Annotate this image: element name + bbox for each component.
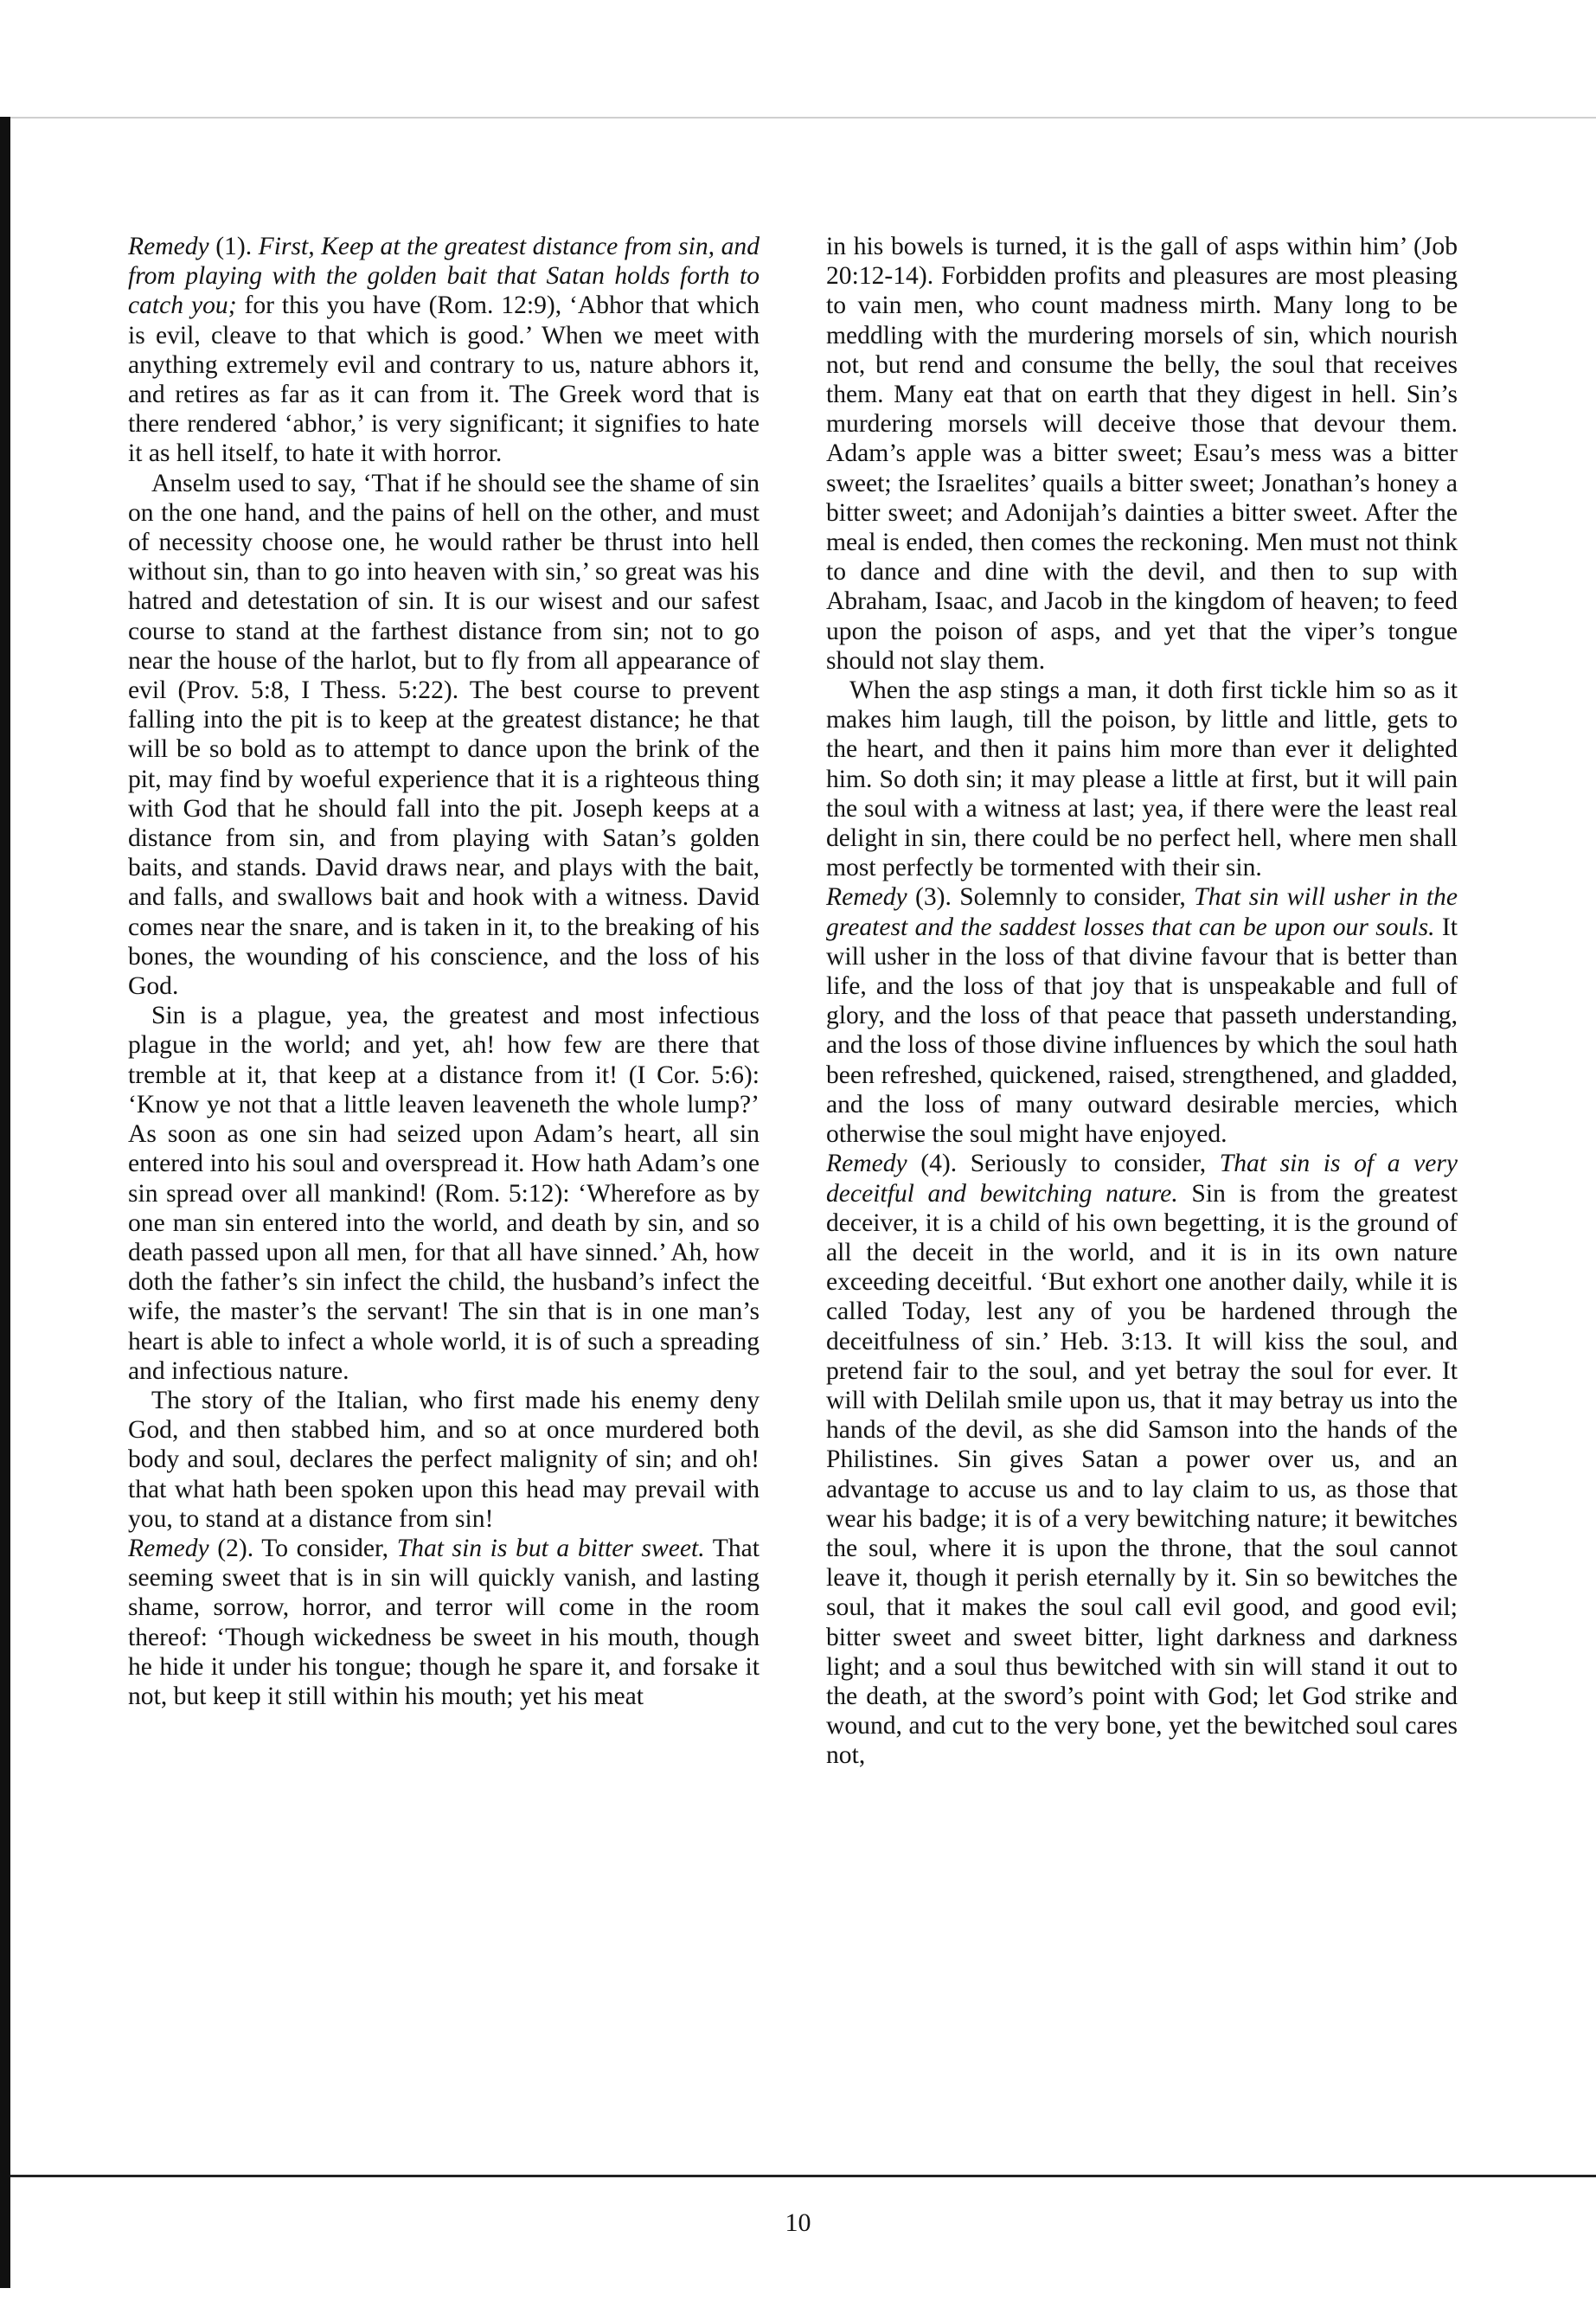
left-text-column [128,232,760,1711]
segment: The story of the Italian, who first made his enemy deny God, and then stabbed him, and so at once murdered both body and soul, declares the perfect malignity of sin; and oh! that what hath been spoken upon this head may prevail with you, to stand at a distance from sin! [128,1386,760,1533]
segment: It will usher in the loss of that divine favour that is better than life, and the loss of that joy that is unspeakable and full of glory, and the loss of that peace that passeth understanding, and the loss of those divine influences by which the soul hath been refreshed, quickened, raised, strengthened, and gladded, and the loss of many outward desirable mercies, which otherwise the soul might have enjoyed. [826,913,1458,1149]
segment: When the asp stings a man, it doth first tickle him so as it makes him laugh, till the poison, by little and little, gets to the heart, and then it pains him more than ever it delighted him. So doth sin; it may please a little at first, but it will pain the soul with a witness at last; yea, if there were the least real delight in sin, there could be no perfect hell, where men shall most perfectly be tormented with their sin. [826,676,1458,882]
segment: in his bowels is turned, it is the gall of asps within him’ (Job 20:12-14). Forbidden profits and pleasures are most pleasing to vain men, who count madness mirth. Many long to be meddling with the murdering morsels of sin, which nourish not, but rend and consume the belly, the soul that receives them. Many eat that on earth that they digest in hell. Sin’s murdering morsels will deceive those that devour them. Adam’s apple was a bitter sweet; Esau’s mess was a bitter sweet; the Israelites’ quails a bitter sweet; Jonathan’s honey a bitter sweet; and Adonijah’s dainties a bitter sweet. After the meal is ended, then comes the reckoning. Men must not think to dance and dine with the devil, and then to sup with Abraham, Isaac, and Jacob in the kingdom of heaven; to feed upon the poison of asps, and yet that the viper’s tongue should not slay them. [826,233,1458,675]
paragraph-sin-plague [128,1001,760,1386]
segment: Remedy [826,883,907,912]
segment: That sin will usher in the greatest and the saddest losses that can be upon our souls. [826,883,1458,941]
segment: (4). Seriously to consider, [907,1150,1220,1178]
segment: Sin is from the greatest deceiver, it is a child of his own begetting, it is the ground of all the deceit in the world, and it is in its own nature exceeding deceitful. ‘But exhort one another daily, while it is called Today, lest any of you be hardened through the deceitfulness of sin.’ Heb. 3:13. It will kiss the soul, and pretend fair to the soul, and yet betray the soul for ever. It will with Delilah smile upon us, that it may betray us into the hands of the devil, as she did Samson into the hands of the Philistines. Sin gives Satan a power over us, and an advantage to accuse us and to lay claim to us, as those that wear his badge; it is of a very bewitching nature; it bewitches the soul, where it is upon the throne, that the soul cannot leave it, though it perish eternally by it. Sin so bewitches the soul, that it makes the soul call evil good, and good evil; bitter sweet and sweet bitter, light darkness and darkness light; and a soul thus bewitched with sin will stand it out to the death, at the sword’s point with God; let God strike and wound, and cut to the very bone, yet the bewitched soul cares not, [826,1179,1458,1770]
paragraph-anselm [128,469,760,1002]
segment: (2). To consider, [208,1534,397,1562]
right-text-column [826,232,1458,1771]
segment: for this you have (Rom. 12:9), ‘Abhor that which is evil, cleave to that which is good.’ When we meet with anything extremely evil and contrary to us, nature abhors it, and retires as far as it can from it. The Greek word that is there rendered ‘abhor,’ is very significant; it signifies to hate it as hell itself, to hate it with horror. [128,292,760,468]
paragraph-italian-story [128,1386,760,1534]
segment: That sin is but a bitter sweet. [396,1534,705,1562]
paragraph-bitter-sweet-continued [826,232,1458,676]
segment: Remedy [128,233,209,260]
segment: Remedy [128,1534,209,1562]
page-edge-shadow [0,117,10,2288]
segment: (3). Solemnly to consider, [907,883,1195,912]
paragraph-remedy-3 [826,882,1458,1149]
paragraph-remedy-1 [128,232,760,469]
page-number: 10 [785,2208,811,2237]
segment: First, Keep at the greatest distance from sin, and from playing with the golden bait that Satan holds forth to catch you; [128,233,760,320]
segment: Anselm used to say, ‘That if he should see the shame of sin on the one hand, and the pains of hell on the other, and must of necessity choose one, he would rather be thrust into hell without sin, than to go into heaven with sin,’ so great was his hatred and detestation of sin. It is our wisest and our safest course to stand at the farthest distance from sin; not to go near the house of the harlot, but to fly from all appearance of evil (Prov. 5:8, I Thess. 5:22). The best course to prevent falling into the pit is to keep at the greatest distance; he that will be so bold as to attempt to dance upon the brink of the pit, may find by woeful experience that it is a righteous thing with God that he should fall into the pit. Joseph keeps at a distance from sin, and from playing with Satan’s golden baits, and stands. David draws near, and plays with the bait, and falls, and swallows bait and hook with a witness. David comes near the snare, and is taken in it, to the breaking of his bones, the wounding of his conscience, and the loss of his God. [128,469,760,1001]
segment: That seeming sweet that is in sin will quickly vanish, and lasting shame, sorrow, horror, and terror will come in the room thereof: ‘Though wickedness be sweet in his mouth, though he hide it under his tongue; though he spare it, and forsake it not, but keep it still within his mouth; yet his meat [128,1534,760,1710]
bottom-scan-edge [10,2175,1596,2177]
paragraph-asp-sting [826,676,1458,882]
top-scan-edge [10,117,1596,119]
segment: Sin is a plague, yea, the greatest and most infectious plague in the world; and yet, ah! how few are there that tremble at it, that keep at a distance from it! (I Cor. 5:6): ‘Know ye not that a little leaven leaveneth the whole lump?’ As soon as one sin had seized upon Adam’s heart, all sin entered into his soul and overspread it. How hath Adam’s one sin spread over all mankind! (Rom. 5:12): ‘Wherefore as by one man sin entered into the world, and death by sin, and so death passed upon all men, for that all have sinned.’ Ah, how doth the father’s sin infect the child, the husband’s infect the wife, the master’s the servant! The sin that is in one man’s heart is able to infect a whole world, it is of such a spreading and infectious nature. [128,1002,760,1385]
paragraph-remedy-4 [826,1149,1458,1770]
segment: (1). [208,233,259,260]
segment: Remedy [826,1150,907,1178]
paragraph-remedy-2 [128,1534,760,1711]
segment: That sin is of a very deceitful and bewitching nature. [826,1150,1458,1208]
